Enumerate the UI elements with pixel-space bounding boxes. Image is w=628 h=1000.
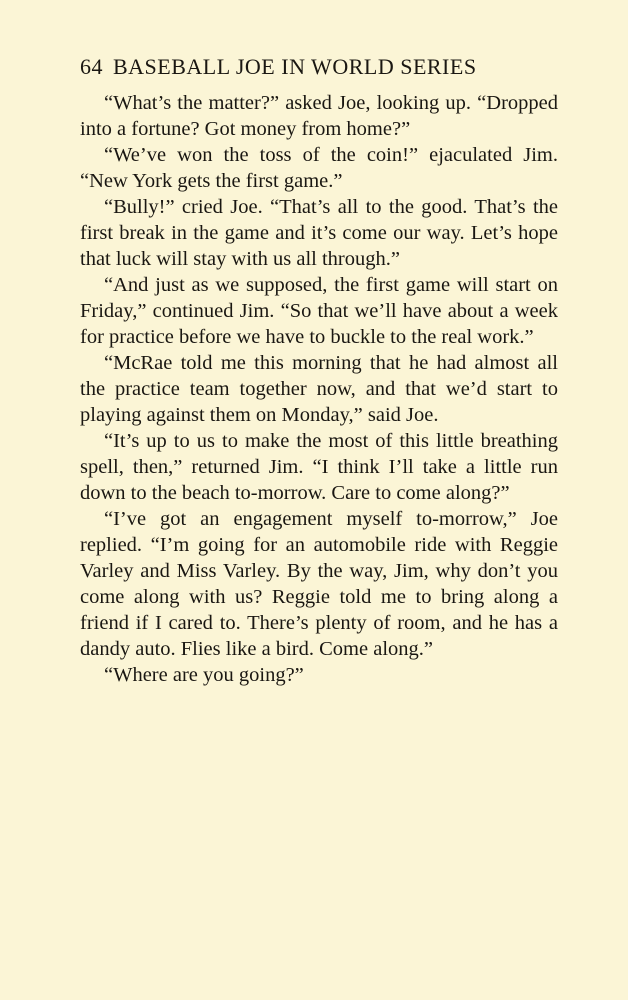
- paragraph: “Where are you going?”: [104, 664, 304, 686]
- paragraph: “It’s up to us to make the most of this little breathing spell, then,” returned Jim. “I think I’ll take a little run down to the beach to-morrow. Care to come along?”: [80, 430, 558, 504]
- paragraph: “I’ve got an engagement myself to-morrow,” Joe replied. “I’m going for an automobile ride with Reggie Varley and Miss Varley. By the way, Jim, why don’t you come along with us? Reggie told me to bring along a friend if I cared to. There’s plenty of room, and he has a dandy auto. Flies like a bird. Come along.”: [80, 508, 558, 660]
- paragraph: “We’ve won the toss of the coin!” ejaculated Jim. “New York gets the first game.”: [80, 144, 558, 192]
- book-page: [80, 50, 558, 688]
- paragraph: “And just as we supposed, the first game will start on Friday,” continued Jim. “So that we’ll have about a week for practice before we have to buckle to the real work.”: [80, 274, 558, 348]
- paragraph: “Bully!” cried Joe. “That’s all to the good. That’s the first break in the game and it’s come our way. Let’s hope that luck will stay with us all through.”: [80, 196, 558, 270]
- running-header: [80, 50, 558, 84]
- page-number: 64: [80, 54, 103, 79]
- body-text: [80, 90, 558, 688]
- paragraph: “What’s the matter?” asked Joe, looking up. “Dropped into a fortune? Got money from home?”: [80, 92, 558, 140]
- paragraph: “McRae told me this morning that he had almost all the practice team together now, and that we’d start to playing against them on Monday,” said Joe.: [80, 352, 558, 426]
- running-title: BASEBALL JOE IN WORLD SERIES: [113, 54, 477, 79]
